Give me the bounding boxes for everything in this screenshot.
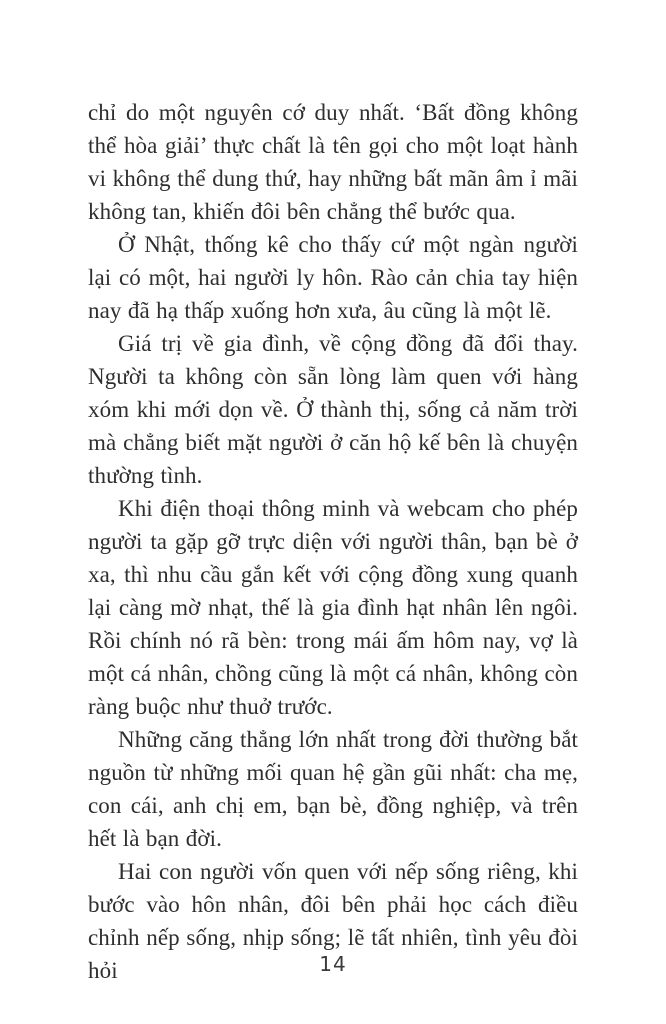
paragraph: Khi điện thoại thông minh và webcam cho phép người ta gặp gỡ trực diện với người thân, bạn bè ở xa, thì nhu cầu gắn kết với cộng đồng xung quanh lại càng mờ nhạt, thế là gia đình hạt nhân lên ngôi. Rồi chính nó rã bèn: trong mái ấm hôm nay, vợ là một cá nhân, chồng cũng là một cá nhân, không còn ràng buộc như thuở trước.	[88, 496, 578, 719]
paragraph-continuation: chỉ do một nguyên cớ duy nhất. ‘Bất đồng không thể hòa giải’ thực chất là tên gọi cho một loạt hành vi không thể dung thứ, hay những bất mãn âm ỉ mãi không tan, khiến đôi bên chẳng thể bước qua.	[88, 100, 578, 224]
paragraph: Những căng thẳng lớn nhất trong đời thường bắt nguồn từ những mối quan hệ gần gũi nhất: cha mẹ, con cái, anh chị em, bạn bè, đồng nghiệp, và trên hết là bạn đời.	[88, 727, 578, 851]
paragraph: Ở Nhật, thống kê cho thấy cứ một ngàn người lại có một, hai người ly hôn. Rào cản chia tay hiện nay đã hạ thấp xuống hơn xưa, âu cũng là một lẽ.	[88, 232, 578, 323]
page-number: 14	[319, 952, 347, 976]
paragraph: Hai con người vốn quen với nếp sống riêng, khi bước vào hôn nhân, đôi bên phải học cách điều chỉnh nếp sống, nhịp sống; lẽ tất nhiên, tình yêu đòi hỏi	[88, 859, 578, 983]
body-text	[88, 96, 578, 987]
paragraph: Giá trị về gia đình, về cộng đồng đã đổi thay. Người ta không còn sẵn lòng làm quen với hàng xóm khi mới dọn về. Ở thành thị, sống cả năm trời mà chẳng biết mặt người ở căn hộ kế bên là chuyện thường tình.	[88, 331, 578, 488]
